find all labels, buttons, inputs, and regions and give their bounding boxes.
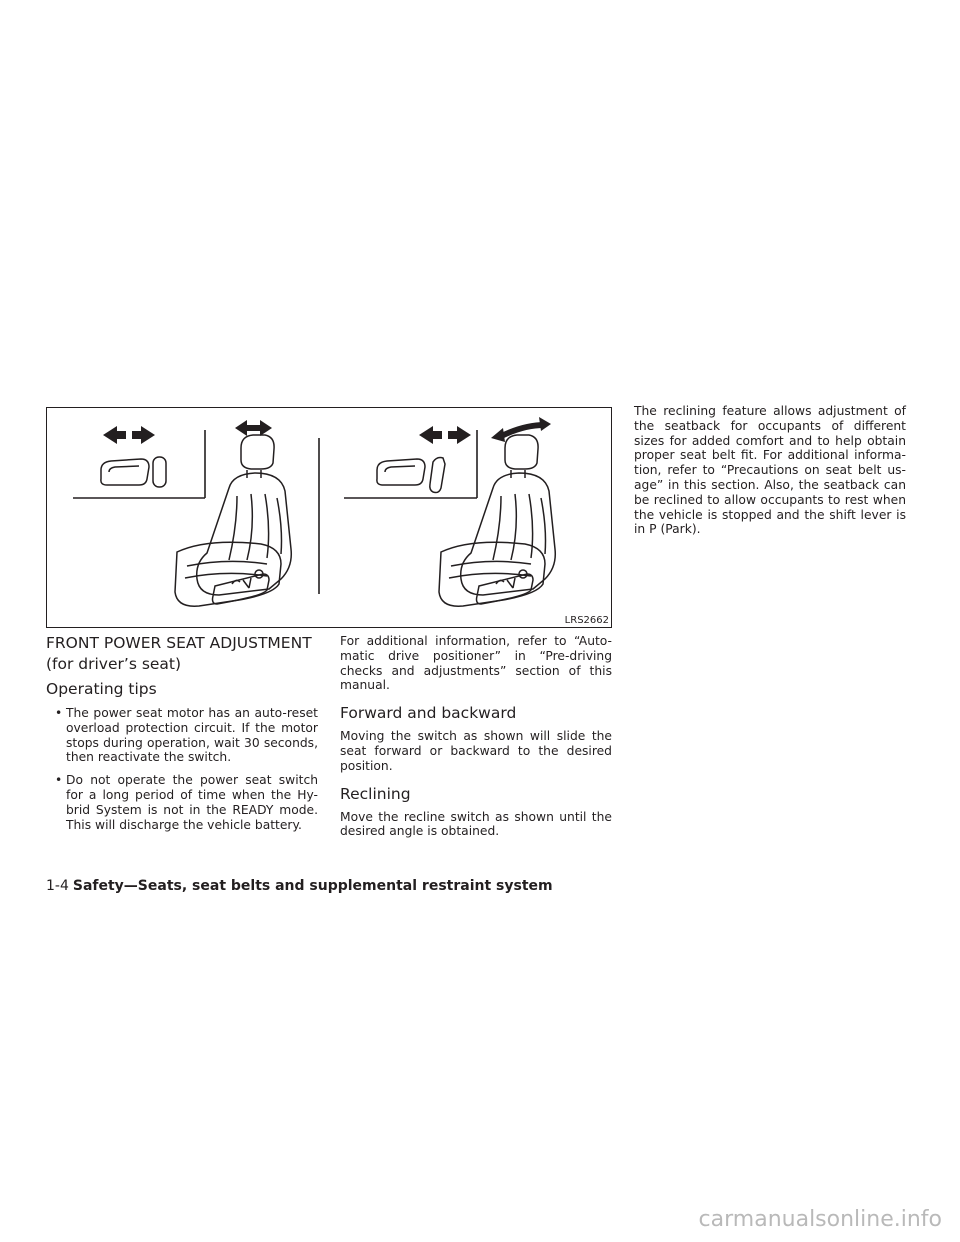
page-number: 1-4 xyxy=(46,878,69,894)
double-arrow-icon xyxy=(103,426,155,444)
section-title: Safety—Seats, seat belts and supplemental restraint system xyxy=(72,878,553,894)
list-item: • Do not operate the power seat switch for a long period of time when the Hy-brid System is not in the READY mode. This will discharge the vehicle battery. xyxy=(55,773,318,832)
page-footer xyxy=(46,877,553,895)
intro-paragraph: For additional information, refer to “Auto-matic drive positioner” in “Pre-driving checks and adjustments” section of this manual. xyxy=(340,634,612,693)
reclining-paragraph: Move the recline switch as shown until the desired angle is obtained. xyxy=(340,809,612,839)
recline-arrow-icon xyxy=(491,417,551,442)
section-heading-qualifier: (for driver’s seat) xyxy=(46,655,182,673)
reclining-heading: Reclining xyxy=(340,784,411,803)
forward-backward-paragraph: Moving the switch as shown will slide the seat forward or backward to the desired position. xyxy=(340,729,612,773)
list-item: • The power seat motor has an auto-reset overload protection circuit. If the motor stops during operation, wait 30 seconds, then reactivate the switch. xyxy=(55,706,318,765)
bullet-icon: • xyxy=(55,773,63,788)
seat-switch-icon xyxy=(101,457,166,487)
seat-adjustment-figure xyxy=(46,407,612,628)
watermark[interactable]: carmanualsonline.info xyxy=(698,1207,942,1232)
section-heading: FRONT POWER SEAT ADJUSTMENT xyxy=(46,634,312,652)
forward-backward-heading: Forward and backward xyxy=(340,704,517,723)
reclining-feature-paragraph: The reclining feature allows adjustment of the seatback for occupants of different sizes for added comfort and to help obtain proper seat belt fit. For additional informa-tion, refer to “Precautions on seat belt us-age” in this section. Also, the seatback can be reclined to allow occupants to rest when the vehicle is stopped and the shift lever is in P (Park). xyxy=(634,404,906,537)
column-2 xyxy=(340,634,612,839)
power-seat-icon xyxy=(175,435,291,606)
column-1 xyxy=(46,633,318,840)
operating-tips-heading: Operating tips xyxy=(46,680,157,698)
bullet-icon: • xyxy=(55,706,63,720)
seat-illustration xyxy=(47,408,611,627)
column-3 xyxy=(634,404,906,537)
operating-tips-list xyxy=(46,706,318,832)
figure-code: LRS2662 xyxy=(564,615,609,626)
